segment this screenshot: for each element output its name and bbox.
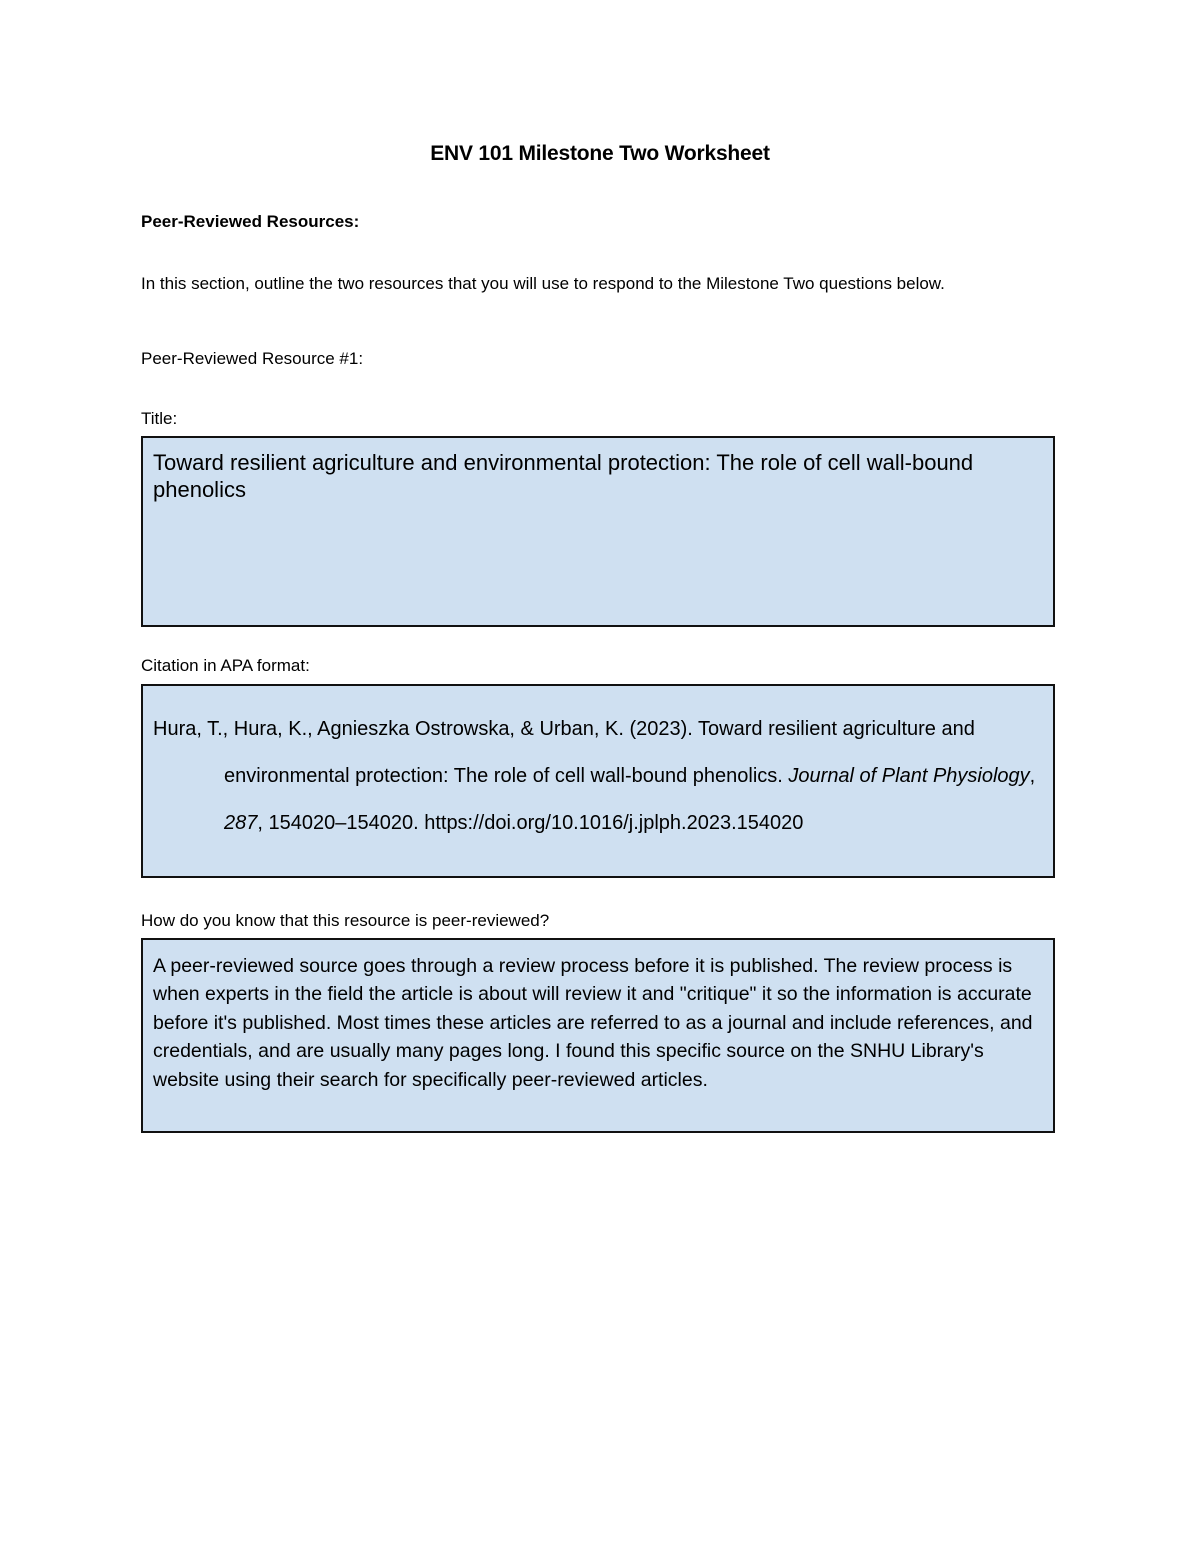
citation-pages-doi: , 154020–154020. https://doi.org/10.1016/j.jplph.2023.154020 bbox=[257, 812, 804, 834]
citation-label: Citation in APA format: bbox=[141, 656, 310, 675]
citation-volume: 287 bbox=[224, 812, 258, 834]
section-heading: Peer-Reviewed Resources: bbox=[141, 212, 360, 231]
citation-field[interactable] bbox=[141, 684, 1055, 878]
intro-paragraph: In this section, outline the two resources that you will use to respond to the Milestone Two questions below. bbox=[141, 274, 945, 293]
page-title: ENV 101 Milestone Two Worksheet bbox=[430, 142, 770, 165]
resource-label: Peer-Reviewed Resource #1: bbox=[141, 349, 364, 368]
title-field[interactable] bbox=[141, 436, 1055, 627]
citation-text bbox=[153, 706, 1043, 847]
citation-authors-title: Hura, T., Hura, K., Agnieszka Ostrowska, & Urban, K. (2023). Toward resilient agriculture and environmental protection: The role of cell wall-bound phenolics. bbox=[153, 718, 975, 787]
title-label: Title: bbox=[141, 409, 178, 428]
peer-review-question: How do you know that this resource is peer-reviewed? bbox=[141, 911, 550, 930]
answer-field[interactable] bbox=[141, 938, 1055, 1133]
answer-text: A peer-reviewed source goes through a review process before it is published. The review process is when experts in the field the article is about will review it and "critique" it so the information is accurate before it's published. Most times these articles are referred to as a journal and include references, and credentials, and are usually many pages long. I found this specific source on the SNHU Library's website using their search for specifically peer-reviewed articles. bbox=[153, 955, 1033, 1091]
citation-separator: , bbox=[1029, 765, 1036, 787]
citation-journal: Journal of Plant Physiology bbox=[788, 765, 1030, 787]
title-value: Toward resilient agriculture and environmental protection: The role of cell wall-bound phenolics bbox=[153, 450, 974, 502]
